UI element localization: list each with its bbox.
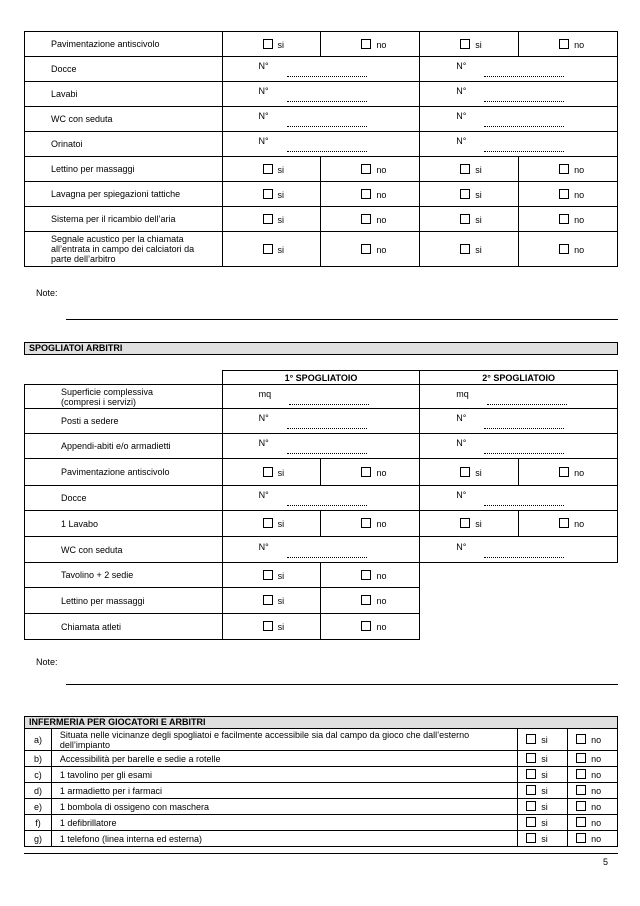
- checkbox[interactable]: [263, 595, 273, 605]
- row-letter: a): [25, 729, 52, 751]
- checkbox[interactable]: [576, 769, 586, 779]
- page-number: 5: [603, 857, 609, 867]
- option-label: no: [591, 770, 602, 780]
- option-label: si: [277, 467, 285, 478]
- value-field[interactable]: [484, 91, 564, 102]
- option-label: si: [541, 770, 548, 780]
- si-cell: [420, 232, 519, 267]
- option-label: no: [376, 519, 387, 529]
- option-label: si: [541, 802, 548, 812]
- option-label: si: [475, 214, 482, 225]
- value-field[interactable]: [287, 116, 367, 127]
- table-row: [25, 799, 618, 815]
- row-label: Appendi-abiti e/o armadietti: [25, 434, 223, 459]
- si-cell: [222, 32, 321, 57]
- table-row: [25, 783, 618, 799]
- no-cell: [321, 232, 420, 267]
- note-line[interactable]: [66, 319, 618, 320]
- num-cell: [420, 107, 618, 132]
- no-cell: [568, 831, 618, 847]
- checkbox[interactable]: [263, 39, 273, 49]
- value-field[interactable]: [487, 394, 567, 405]
- table-row: [25, 563, 618, 588]
- mq-cell: [420, 385, 618, 409]
- table-row: [25, 132, 618, 157]
- checkbox[interactable]: [576, 833, 586, 843]
- no-cell: [321, 511, 420, 537]
- value-field[interactable]: [287, 443, 367, 454]
- value-field[interactable]: [287, 141, 367, 152]
- row-label: Pavimentazione antiscivolo: [25, 32, 223, 57]
- num-cell: [420, 486, 618, 511]
- option-label: si: [277, 39, 285, 50]
- table-row: [25, 32, 618, 57]
- section-title-infermeria: INFERMERIA PER GIOCATORI E ARBITRI: [24, 716, 618, 728]
- option-label: si: [277, 244, 285, 255]
- si-cell: [420, 511, 519, 537]
- locker-equipment-table: [24, 31, 618, 267]
- no-cell: [321, 614, 420, 640]
- row-label: Lettino per massaggi: [25, 588, 223, 614]
- value-field[interactable]: [484, 547, 564, 558]
- option-label: si: [277, 570, 285, 581]
- row-label: Segnale acustico per la chiamata all’entrata in campo dei calciatori da parte dell’arbitro: [25, 232, 223, 267]
- table-row: [25, 107, 618, 132]
- checkbox[interactable]: [576, 817, 586, 827]
- option-label: si: [475, 244, 482, 255]
- header-1: 1° SPOGLIATOIO: [222, 371, 420, 385]
- option-label: si: [277, 519, 285, 529]
- header-2: 2° SPOGLIATOIO: [420, 371, 618, 385]
- row-label: 1 bombola di ossigeno con maschera: [51, 799, 517, 815]
- no-cell: [519, 232, 618, 267]
- note-line-2[interactable]: [66, 684, 618, 685]
- checkbox[interactable]: [263, 244, 273, 254]
- checkbox[interactable]: [361, 214, 371, 224]
- num-cell: [420, 537, 618, 563]
- option-label: si: [541, 754, 548, 764]
- no-cell: [568, 729, 618, 751]
- checkbox[interactable]: [263, 518, 273, 528]
- num-cell: [420, 434, 618, 459]
- si-cell: [222, 459, 321, 486]
- row-label: WC con seduta: [25, 537, 223, 563]
- checkbox[interactable]: [361, 189, 371, 199]
- checkbox[interactable]: [361, 467, 371, 477]
- option-label: no: [574, 244, 585, 255]
- num-cell: [222, 82, 420, 107]
- table-row: [25, 157, 618, 182]
- option-label: no: [376, 570, 387, 581]
- checkbox[interactable]: [460, 164, 470, 174]
- section-title-spogliatoi-arbitri: SPOGLIATOI ARBITRI: [24, 342, 618, 355]
- mq-cell: [222, 385, 420, 409]
- no-cell: [321, 32, 420, 57]
- table-row: [25, 385, 618, 409]
- value-field[interactable]: [287, 91, 367, 102]
- option-label: no: [591, 802, 602, 812]
- option-label: no: [574, 214, 585, 225]
- value-field[interactable]: [484, 116, 564, 127]
- row-label: Lavabi: [25, 82, 223, 107]
- checkbox[interactable]: [559, 244, 569, 254]
- si-cell: [420, 32, 519, 57]
- row-label: Posti a sedere: [25, 409, 223, 434]
- option-label: si: [277, 164, 285, 175]
- num-cell: [420, 132, 618, 157]
- unit-label: N°: [258, 541, 269, 552]
- checkbox[interactable]: [361, 621, 371, 631]
- si-cell: [518, 751, 568, 767]
- checkbox[interactable]: [559, 39, 569, 49]
- option-label: no: [376, 596, 387, 606]
- checkbox[interactable]: [576, 734, 586, 744]
- no-cell: [519, 459, 618, 486]
- table-row: [25, 537, 618, 563]
- option-label: no: [574, 467, 585, 478]
- table-row: [25, 831, 618, 847]
- num-cell: [222, 537, 420, 563]
- num-cell: [420, 82, 618, 107]
- option-label: no: [574, 519, 585, 529]
- checkbox[interactable]: [263, 621, 273, 631]
- checkbox[interactable]: [460, 189, 470, 199]
- row-label: 1 armadietto per i farmaci: [51, 783, 517, 799]
- value-field[interactable]: [484, 66, 564, 77]
- no-cell: [321, 182, 420, 207]
- no-cell: [568, 815, 618, 831]
- infirmary-table: [24, 728, 618, 847]
- table-row: [25, 729, 618, 751]
- no-cell: [519, 182, 618, 207]
- unit-label: N°: [258, 111, 269, 121]
- unit-label: N°: [258, 61, 269, 71]
- table-row: [25, 751, 618, 767]
- si-cell: [420, 207, 519, 232]
- no-cell: [321, 563, 420, 588]
- checkbox[interactable]: [263, 467, 273, 477]
- si-cell: [222, 588, 321, 614]
- row-label: Docce: [25, 57, 223, 82]
- si-cell: [518, 783, 568, 799]
- checkbox[interactable]: [559, 467, 569, 477]
- row-letter: e): [25, 799, 52, 815]
- checkbox[interactable]: [526, 753, 536, 763]
- row-label: Superficie complessiva (compresi i servizi): [25, 385, 223, 409]
- table-row: [25, 459, 618, 486]
- value-field[interactable]: [484, 418, 564, 429]
- value-field[interactable]: [287, 66, 367, 77]
- row-label: Tavolino + 2 sedie: [25, 563, 223, 588]
- num-cell: [420, 409, 618, 434]
- table-row: [25, 82, 618, 107]
- checkbox[interactable]: [576, 785, 586, 795]
- no-cell: [568, 783, 618, 799]
- table-row: [25, 614, 618, 640]
- checkbox[interactable]: [361, 164, 371, 174]
- table-row: [25, 511, 618, 537]
- option-label: si: [475, 519, 482, 529]
- value-field[interactable]: [289, 394, 369, 405]
- value-field[interactable]: [287, 418, 367, 429]
- option-label: si: [541, 834, 548, 844]
- num-cell: [222, 107, 420, 132]
- si-cell: [222, 563, 321, 588]
- row-label: 1 defibrillatore: [51, 815, 517, 831]
- option-label: si: [277, 189, 285, 200]
- no-cell: [519, 157, 618, 182]
- option-label: no: [574, 164, 585, 175]
- option-label: no: [376, 214, 387, 225]
- option-label: si: [475, 189, 482, 200]
- option-label: si: [277, 214, 285, 225]
- option-label: no: [591, 818, 602, 828]
- option-label: no: [376, 467, 387, 478]
- no-cell: [568, 799, 618, 815]
- table-row: [25, 767, 618, 783]
- row-label: 1 telefono (linea interna ed esterna): [51, 831, 517, 847]
- value-field[interactable]: [484, 495, 564, 506]
- si-cell: [518, 729, 568, 751]
- si-cell: [420, 459, 519, 486]
- unit-label: N°: [456, 438, 467, 448]
- no-cell: [519, 207, 618, 232]
- row-letter: c): [25, 767, 52, 783]
- row-label: Pavimentazione antiscivolo: [25, 459, 223, 486]
- option-label: si: [277, 622, 285, 632]
- option-label: no: [376, 164, 387, 175]
- footer-rule: [24, 853, 618, 854]
- option-label: si: [541, 786, 548, 796]
- table-row: [25, 207, 618, 232]
- option-label: no: [591, 754, 602, 764]
- no-cell: [568, 751, 618, 767]
- num-cell: [222, 132, 420, 157]
- si-cell: [222, 511, 321, 537]
- option-label: si: [475, 467, 482, 478]
- checkbox[interactable]: [361, 244, 371, 254]
- option-label: si: [541, 735, 548, 745]
- checkbox[interactable]: [460, 244, 470, 254]
- unit-label: N°: [456, 413, 467, 423]
- unit-label: N°: [258, 86, 269, 96]
- option-label: no: [574, 189, 585, 200]
- checkbox[interactable]: [460, 467, 470, 477]
- si-cell: [518, 815, 568, 831]
- no-cell: [321, 207, 420, 232]
- unit-label: N°: [456, 136, 467, 146]
- checkbox[interactable]: [361, 518, 371, 528]
- checkbox[interactable]: [559, 214, 569, 224]
- checkbox[interactable]: [526, 769, 536, 779]
- row-label: Lavagna per spiegazioni tattiche: [25, 182, 223, 207]
- option-label: no: [574, 39, 585, 50]
- option-label: si: [277, 596, 285, 606]
- checkbox[interactable]: [576, 753, 586, 763]
- table-row: [25, 409, 618, 434]
- option-label: si: [475, 164, 482, 175]
- row-letter: d): [25, 783, 52, 799]
- row-label: WC con seduta: [25, 107, 223, 132]
- unit-label: N°: [258, 136, 269, 146]
- si-cell: [420, 157, 519, 182]
- checkbox[interactable]: [361, 595, 371, 605]
- num-cell: [222, 57, 420, 82]
- table-row: [25, 57, 618, 82]
- option-label: si: [541, 818, 548, 828]
- si-cell: [518, 831, 568, 847]
- unit-label: mq: [258, 388, 272, 399]
- table-row: [25, 182, 618, 207]
- checkbox[interactable]: [526, 785, 536, 795]
- option-label: si: [475, 39, 482, 50]
- checkbox[interactable]: [526, 833, 536, 843]
- checkbox[interactable]: [263, 189, 273, 199]
- row-label: Lettino per massaggi: [25, 157, 223, 182]
- table-row: [25, 815, 618, 831]
- no-cell: [321, 459, 420, 486]
- num-cell: [222, 409, 420, 434]
- no-cell: [321, 157, 420, 182]
- row-letter: f): [25, 815, 52, 831]
- row-letter: g): [25, 831, 52, 847]
- no-cell: [519, 32, 618, 57]
- unit-label: N°: [456, 490, 467, 500]
- note-label-2: Note:: [36, 657, 58, 667]
- si-cell: [222, 232, 321, 267]
- unit-label: N°: [456, 111, 467, 121]
- checkbox[interactable]: [361, 570, 371, 580]
- row-label: 1 tavolino per gli esami: [51, 767, 517, 783]
- option-label: no: [591, 786, 602, 796]
- row-label: 1 Lavabo: [25, 511, 223, 537]
- checkbox[interactable]: [361, 39, 371, 49]
- option-label: no: [591, 735, 602, 745]
- checkbox[interactable]: [526, 817, 536, 827]
- unit-label: N°: [258, 438, 269, 448]
- si-cell: [222, 207, 321, 232]
- option-label: no: [376, 39, 387, 50]
- note-label: Note:: [36, 288, 58, 298]
- row-label: Chiamata atleti: [25, 614, 223, 640]
- option-label: no: [376, 189, 387, 200]
- si-cell: [518, 799, 568, 815]
- row-label: Orinatoi: [25, 132, 223, 157]
- checkbox[interactable]: [263, 570, 273, 580]
- checkbox[interactable]: [263, 214, 273, 224]
- unit-label: N°: [456, 61, 467, 71]
- unit-label: mq: [456, 388, 469, 399]
- checkbox[interactable]: [559, 164, 569, 174]
- checkbox[interactable]: [263, 164, 273, 174]
- si-cell: [420, 182, 519, 207]
- checkbox[interactable]: [559, 189, 569, 199]
- no-cell: [568, 767, 618, 783]
- checkbox[interactable]: [460, 39, 470, 49]
- num-cell: [222, 486, 420, 511]
- unit-label: N°: [258, 413, 269, 423]
- option-label: no: [591, 834, 602, 844]
- table-row: [25, 486, 618, 511]
- row-label: Situata nelle vicinanze degli spogliatoi e facilmente accessibile sia dal campo da gioco che dall’esterno dell’impianto: [51, 729, 517, 751]
- row-label: Docce: [25, 486, 223, 511]
- option-label: no: [376, 244, 387, 255]
- num-cell: [222, 434, 420, 459]
- value-field[interactable]: [484, 141, 564, 152]
- option-label: no: [376, 622, 387, 632]
- num-cell: [420, 57, 618, 82]
- checkbox[interactable]: [526, 734, 536, 744]
- si-cell: [222, 157, 321, 182]
- checkbox[interactable]: [559, 518, 569, 528]
- row-label: Sistema per il ricambio dell’aria: [25, 207, 223, 232]
- si-cell: [222, 182, 321, 207]
- table-row: [25, 588, 618, 614]
- checkbox[interactable]: [460, 214, 470, 224]
- checkbox[interactable]: [576, 801, 586, 811]
- row-letter: b): [25, 751, 52, 767]
- checkbox[interactable]: [526, 801, 536, 811]
- value-field[interactable]: [287, 547, 367, 558]
- row-label: Accessibilità per barelle e sedie a rotelle: [51, 751, 517, 767]
- checkbox[interactable]: [460, 518, 470, 528]
- table-row: [25, 232, 618, 267]
- header-row: [25, 371, 618, 385]
- unit-label: N°: [456, 86, 467, 96]
- no-cell: [321, 588, 420, 614]
- table-row: [25, 434, 618, 459]
- unit-label: N°: [258, 490, 269, 500]
- no-cell: [519, 511, 618, 537]
- unit-label: N°: [456, 541, 467, 552]
- si-cell: [222, 614, 321, 640]
- referee-locker-table: [24, 370, 618, 640]
- value-field[interactable]: [287, 495, 367, 506]
- si-cell: [518, 767, 568, 783]
- value-field[interactable]: [484, 443, 564, 454]
